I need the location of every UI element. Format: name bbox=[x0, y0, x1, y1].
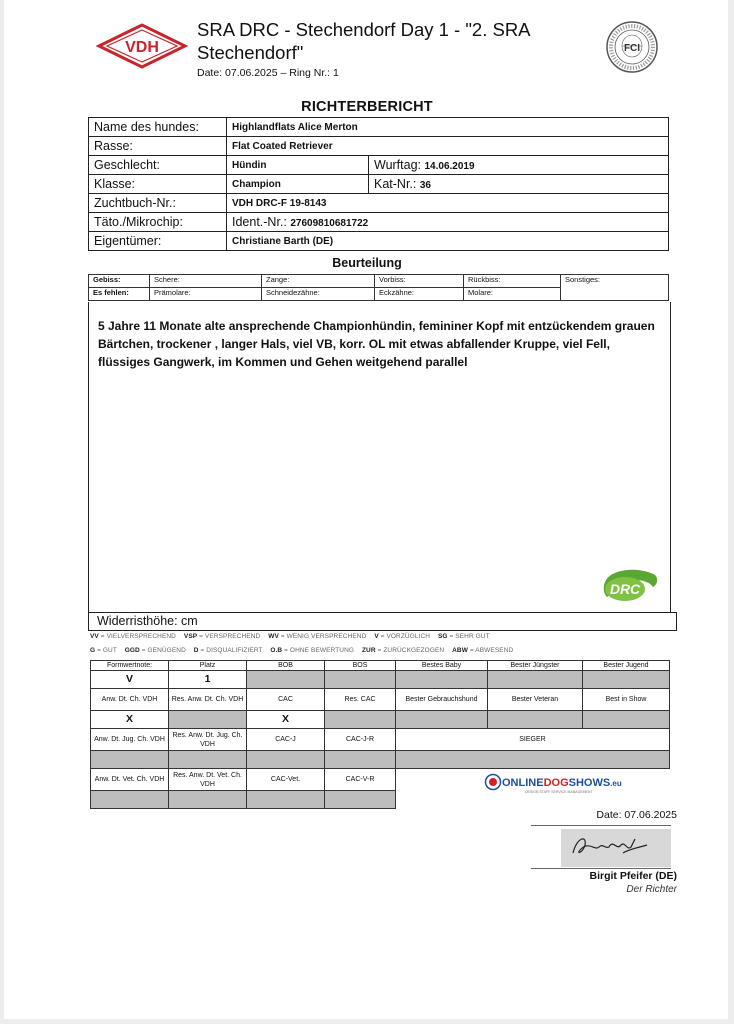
date-ring: Date: 07.06.2025 – Ring Nr.: 1 bbox=[197, 67, 339, 79]
teeth-cell: Schneidezähne: bbox=[262, 288, 375, 301]
judge-signature bbox=[561, 829, 671, 867]
ident-label: Ident.-Nr.: bbox=[232, 215, 287, 229]
table-row bbox=[89, 213, 669, 232]
award-value bbox=[91, 791, 169, 809]
class-label: Klasse: bbox=[89, 175, 227, 194]
award-value bbox=[169, 711, 247, 729]
table-row bbox=[89, 137, 669, 156]
award-mark: X bbox=[91, 711, 169, 729]
vdh-logo bbox=[97, 22, 187, 70]
table-row bbox=[91, 751, 670, 769]
grading-legend-line2: G = GUT GGD = GENÜGEND D = DISQUALIFIZIERT O.B = OHNE BEWERTUNG ZUR = ZURÜCKGEZOGEN ABW = ABWESEND bbox=[90, 647, 514, 654]
teeth-cell: Schere: bbox=[150, 275, 262, 288]
chip-label: Täto./Mikrochip: bbox=[89, 213, 227, 232]
table-row bbox=[91, 671, 670, 689]
teeth-cell: Eckzähne: bbox=[375, 288, 464, 301]
owner-label: Eigentümer: bbox=[89, 232, 227, 251]
teeth-cell: Prämolare: bbox=[150, 288, 262, 301]
table-row bbox=[89, 118, 669, 137]
teeth-cell: Es fehlen: bbox=[89, 288, 150, 301]
breed-label: Rasse: bbox=[89, 137, 227, 156]
page-title: SRA DRC - Stechendorf Day 1 - "2. SRA Stechendorf" bbox=[197, 19, 530, 63]
table-row bbox=[91, 729, 670, 751]
drc-logo bbox=[599, 567, 661, 603]
name-label: Name des hundes: bbox=[89, 118, 227, 137]
studbook-value: VDH DRC-F 19-8143 bbox=[227, 194, 669, 213]
award-header: Bestes Baby bbox=[396, 661, 488, 671]
teeth-cell: Molare: bbox=[464, 288, 561, 301]
whelp-value: 14.06.2019 bbox=[424, 161, 475, 172]
award-header: Res. CAC bbox=[325, 689, 396, 711]
teeth-cell: Sonstiges: bbox=[561, 275, 669, 301]
whelp-label: Wurftag: bbox=[374, 158, 422, 172]
table-row bbox=[91, 689, 670, 711]
signature-line-bottom bbox=[531, 868, 671, 869]
svg-text:DESIGN STAFF SERVICE MANAGEMEN: DESIGN STAFF SERVICE MANAGEMENT bbox=[525, 790, 593, 794]
award-header: Res. Anw. Dt. Jug. Ch. VDH bbox=[169, 729, 247, 751]
table-row bbox=[89, 156, 669, 175]
table-row bbox=[89, 275, 669, 288]
award-value bbox=[488, 671, 583, 689]
judge-name: Birgit Pfeifer (DE) bbox=[589, 870, 677, 882]
placement-value: 1 bbox=[169, 671, 247, 689]
report-title: RICHTERBERICHT bbox=[301, 99, 433, 115]
drc-logo-text: DRC bbox=[609, 581, 641, 597]
ident-value: 27609810681722 bbox=[290, 218, 369, 229]
award-value bbox=[396, 671, 488, 689]
award-value bbox=[325, 671, 396, 689]
cat-cell bbox=[369, 175, 669, 194]
withers-height: Widerristhöhe: cm bbox=[88, 612, 677, 631]
award-value bbox=[325, 751, 396, 769]
award-header: Bester Veteran bbox=[488, 689, 583, 711]
award-value bbox=[325, 711, 396, 729]
award-header: Anw. Dt. Ch. VDH bbox=[91, 689, 169, 711]
teeth-cell: Rückbiss: bbox=[464, 275, 561, 288]
class-value: Champion bbox=[227, 175, 369, 194]
studbook-label: Zuchtbuch-Nr.: bbox=[89, 194, 227, 213]
sex-value: Hündin bbox=[227, 156, 369, 175]
award-value bbox=[247, 671, 325, 689]
award-value bbox=[583, 671, 670, 689]
award-value bbox=[247, 751, 325, 769]
assessment-title: Beurteilung bbox=[332, 256, 402, 270]
award-header: Bester Gebrauchshund bbox=[396, 689, 488, 711]
whelp-cell bbox=[369, 156, 669, 175]
ident-cell bbox=[227, 213, 669, 232]
table-row bbox=[91, 661, 670, 671]
grade-value: V bbox=[91, 671, 169, 689]
award-value bbox=[169, 791, 247, 809]
award-value bbox=[247, 791, 325, 809]
judge-role: Der Richter bbox=[626, 884, 677, 895]
award-value bbox=[396, 751, 670, 769]
teeth-cell: Gebiss: bbox=[89, 275, 150, 288]
award-header: Best in Show bbox=[583, 689, 670, 711]
table-row bbox=[89, 232, 669, 251]
cat-label: Kat-Nr.: bbox=[374, 177, 417, 191]
breed-value: Flat Coated Retriever bbox=[227, 137, 669, 156]
award-header: CAC-J-R bbox=[325, 729, 396, 751]
award-header: Bester Jugend bbox=[583, 661, 670, 671]
award-header: BOS bbox=[325, 661, 396, 671]
teeth-table bbox=[88, 274, 669, 301]
sex-label: Geschlecht: bbox=[89, 156, 227, 175]
award-value bbox=[396, 711, 488, 729]
award-value bbox=[325, 791, 396, 809]
award-header: CAC-V-R bbox=[325, 769, 396, 791]
award-header: Res. Anw. Dt. Ch. VDH bbox=[169, 689, 247, 711]
award-header: BOB bbox=[247, 661, 325, 671]
award-header: Platz bbox=[169, 661, 247, 671]
award-value bbox=[488, 711, 583, 729]
table-row bbox=[89, 194, 669, 213]
award-header: Anw. Dt. Vet. Ch. VDH bbox=[91, 769, 169, 791]
award-header: Formwertnote: bbox=[91, 661, 169, 671]
award-header: CAC-Vet. bbox=[247, 769, 325, 791]
teeth-cell: Zange: bbox=[262, 275, 375, 288]
signature-line-top bbox=[531, 825, 671, 826]
owner-value: Christiane Barth (DE) bbox=[227, 232, 669, 251]
award-header: CAC bbox=[247, 689, 325, 711]
dog-name: Highlandflats Alice Merton bbox=[227, 118, 669, 137]
award-value bbox=[583, 711, 670, 729]
award-header: Anw. Dt. Jug. Ch. VDH bbox=[91, 729, 169, 751]
award-header: CAC-J bbox=[247, 729, 325, 751]
table-row bbox=[89, 175, 669, 194]
award-value bbox=[169, 751, 247, 769]
award-header: SIEGER bbox=[396, 729, 670, 751]
award-value bbox=[91, 751, 169, 769]
grading-legend-line1: VV = VIELVERSPRECHEND VSP = VERSPRECHEND WV = WENIG VERSPRECHEND V = VORZÜGLICH SG = SEHR GUT bbox=[90, 633, 490, 640]
fci-logo bbox=[605, 20, 659, 74]
critique-text: 5 Jahre 11 Monate alte ansprechende Championhündin, femininer Kopf mit entzückendem grauen Bärtchen, trockener , langer Hals, viel VB, korr. OL mit etwas abfallender Kruppe, viel Fell, flüssiges Gangwerk, im Kommen und Gehen weitgehend parallel bbox=[98, 319, 655, 369]
svg-text:ONLINEDOGSHOWS.eu: ONLINEDOGSHOWS.eu bbox=[502, 777, 622, 789]
vdh-logo-text: VDH bbox=[125, 39, 159, 56]
award-mark: X bbox=[247, 711, 325, 729]
cat-value: 36 bbox=[419, 180, 431, 191]
fci-logo-text: FCI bbox=[623, 43, 641, 54]
award-header: Bester Jüngster bbox=[488, 661, 583, 671]
table-row bbox=[91, 711, 670, 729]
dog-info-table bbox=[88, 117, 669, 251]
judge-date: Date: 07.06.2025 bbox=[596, 809, 677, 821]
onlinedogshows-logo bbox=[485, 771, 622, 795]
award-header: Res. Anw. Dt. Vet. Ch. VDH bbox=[169, 769, 247, 791]
teeth-cell: Vorbiss: bbox=[375, 275, 464, 288]
